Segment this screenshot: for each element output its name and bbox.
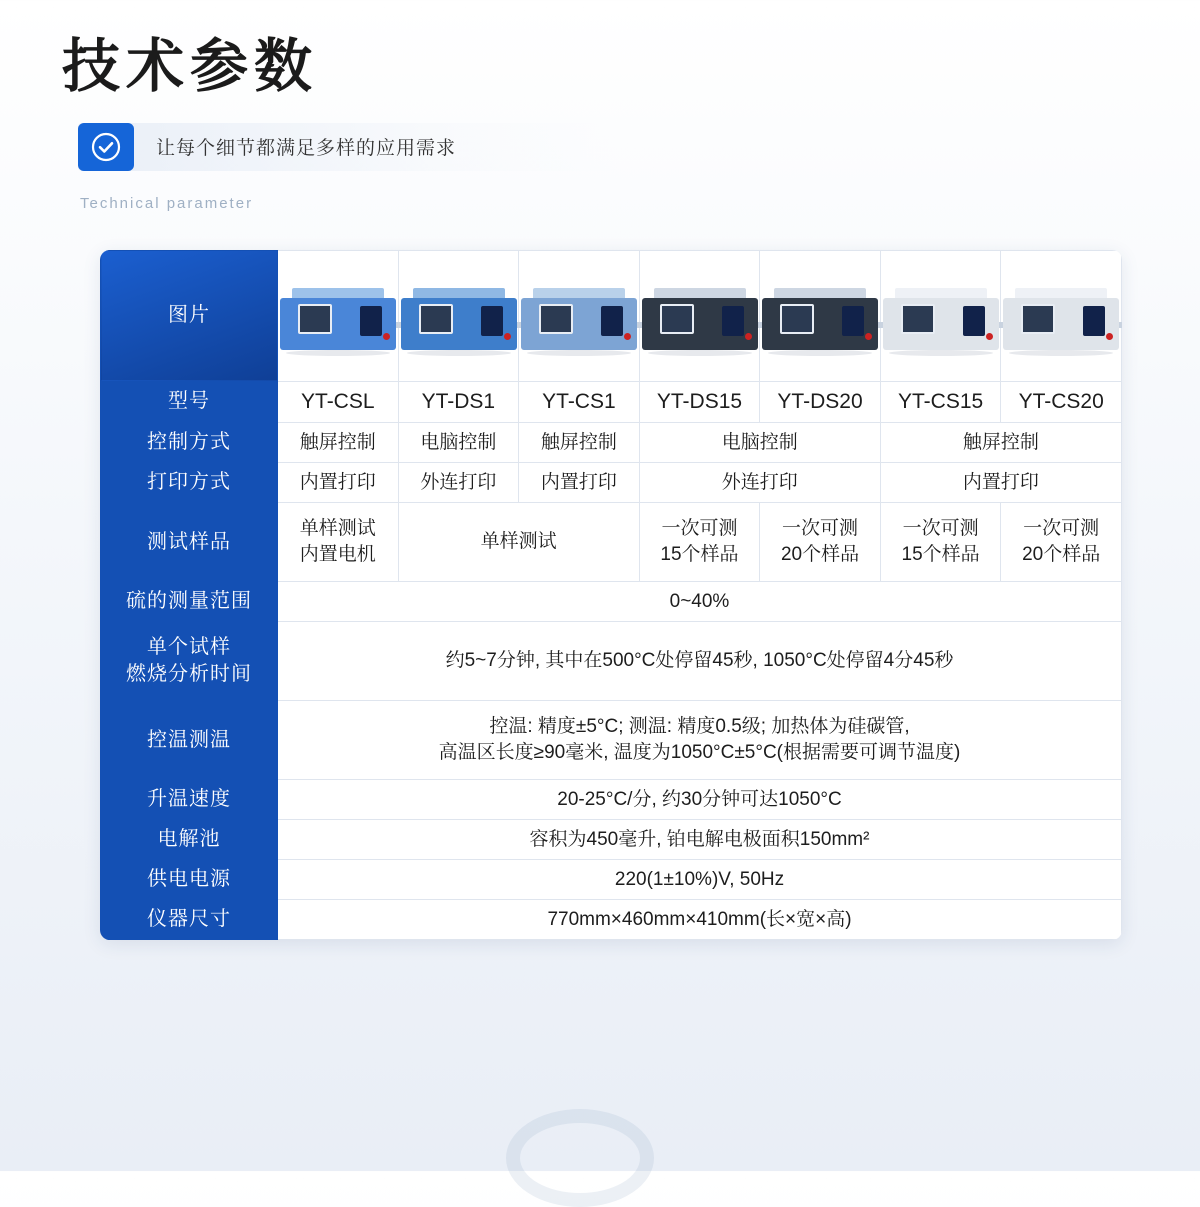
spec-table-wrapper	[100, 250, 1122, 940]
product-image-cell	[519, 250, 640, 381]
table-cell: 一次可测 15个样品	[639, 503, 760, 582]
product-image-cell	[1001, 250, 1122, 381]
table-cell: YT-DS1	[398, 381, 519, 422]
table-cell: 单样测试 内置电机	[278, 503, 399, 582]
table-cell: 电脑控制	[398, 423, 519, 463]
page-title: 技术参数	[62, 34, 319, 99]
product-image-cell	[639, 250, 760, 381]
english-subtitle: Technical parameter	[80, 194, 254, 212]
table-row	[101, 463, 1122, 503]
row-header: 控制方式	[101, 423, 278, 463]
machine-yt-csl	[278, 274, 398, 358]
table-row	[101, 820, 1122, 860]
table-row	[101, 582, 1122, 622]
table-cell: 一次可测 15个样品	[880, 503, 1001, 582]
table-cell: 220(1±10%)V, 50Hz	[278, 860, 1122, 900]
row-header: 仪器尺寸	[101, 900, 278, 940]
table-cell: YT-DS20	[760, 381, 881, 422]
table-cell: 控温: 精度±5°C; 测温: 精度0.5级; 加热体为硅碳管, 高温区长度≥90毫米, 温度为1050°C±5°C(根据需要可调节温度)	[278, 701, 1122, 780]
machine-yt-ds1	[399, 274, 519, 358]
table-cell: 单样测试	[398, 503, 639, 582]
table-cell: 电脑控制	[639, 423, 880, 463]
table-cell: 一次可测 20个样品	[1001, 503, 1122, 582]
table-cell: 容积为450毫升, 铂电解电极面积150mm²	[278, 820, 1122, 860]
table-cell: YT-CS1	[519, 381, 640, 422]
row-header: 图片	[101, 250, 278, 381]
table-row	[101, 701, 1122, 780]
machine-yt-cs1	[519, 274, 639, 358]
table-cell: 触屏控制	[278, 423, 399, 463]
table-cell: 770mm×460mm×410mm(长×宽×高)	[278, 900, 1122, 940]
table-cell: 外连打印	[398, 463, 519, 503]
watermark-decoration	[506, 1109, 654, 1207]
table-cell: 约5~7分钟, 其中在500°C处停留45秒, 1050°C处停留4分45秒	[278, 622, 1122, 701]
table-cell: 0~40%	[278, 582, 1122, 622]
table-row	[101, 503, 1122, 582]
table-row	[101, 381, 1122, 422]
table-row	[101, 860, 1122, 900]
table-cell: 20-25°C/分, 约30分钟可达1050°C	[278, 780, 1122, 820]
row-header: 供电电源	[101, 860, 278, 900]
row-header: 型号	[101, 381, 278, 422]
table-row	[101, 780, 1122, 820]
product-image-cell	[880, 250, 1001, 381]
product-image-cell	[760, 250, 881, 381]
row-header: 打印方式	[101, 463, 278, 503]
slogan-text: 让每个细节都满足多样的应用需求	[156, 138, 457, 160]
table-row	[101, 423, 1122, 463]
machine-yt-cs15	[881, 274, 1001, 358]
table-cell: YT-CS15	[880, 381, 1001, 422]
table-cell: 外连打印	[639, 463, 880, 503]
table-row	[101, 250, 1122, 381]
table-row	[101, 622, 1122, 701]
table-cell: 触屏控制	[519, 423, 640, 463]
row-header: 单个试样 燃烧分析时间	[101, 622, 278, 701]
table-cell: 内置打印	[880, 463, 1121, 503]
row-header: 升温速度	[101, 780, 278, 820]
table-cell: 触屏控制	[880, 423, 1121, 463]
check-circle-icon	[78, 123, 134, 171]
table-row	[101, 900, 1122, 940]
slogan-bar	[78, 123, 618, 171]
table-cell: 内置打印	[278, 463, 399, 503]
table-cell: 内置打印	[519, 463, 640, 503]
product-image-cell	[398, 250, 519, 381]
table-cell: YT-DS15	[639, 381, 760, 422]
row-header: 测试样品	[101, 503, 278, 582]
row-header: 控温测温	[101, 701, 278, 780]
machine-yt-ds20	[760, 274, 880, 358]
product-image-cell	[278, 250, 399, 381]
table-cell: YT-CS20	[1001, 381, 1122, 422]
table-cell: YT-CSL	[278, 381, 399, 422]
machine-yt-ds15	[640, 274, 760, 358]
row-header: 电解池	[101, 820, 278, 860]
spec-table	[100, 250, 1122, 940]
machine-yt-cs20	[1001, 274, 1121, 358]
row-header: 硫的测量范围	[101, 582, 278, 622]
table-cell: 一次可测 20个样品	[760, 503, 881, 582]
page-header	[0, 0, 1200, 212]
